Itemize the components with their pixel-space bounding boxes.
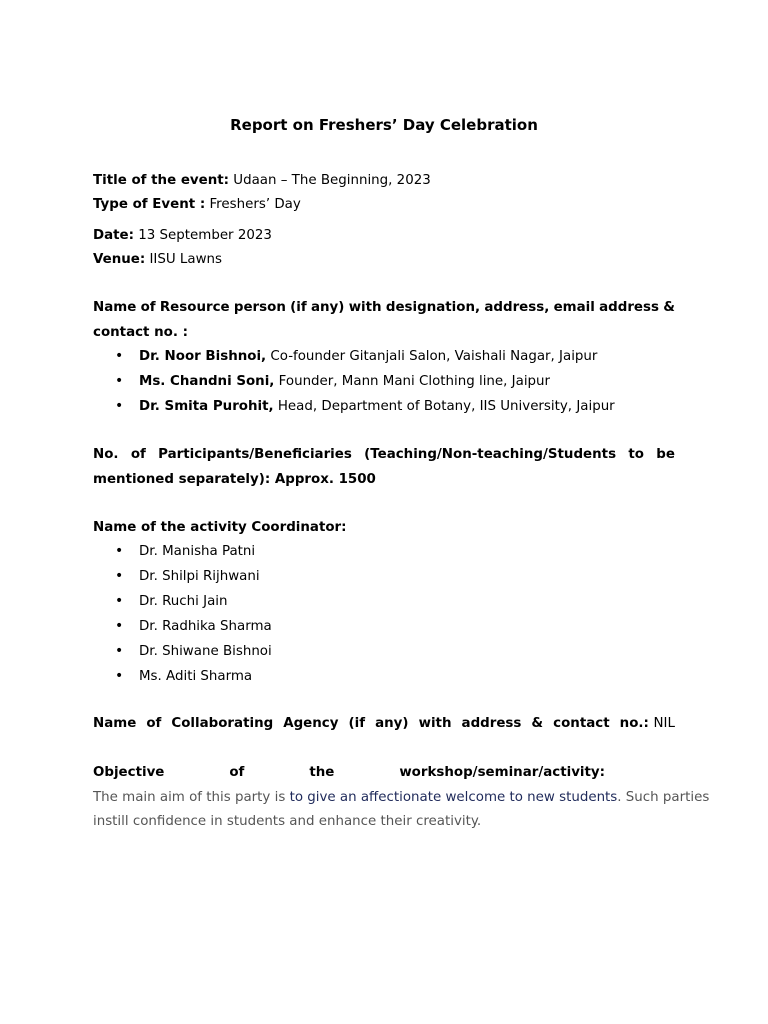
- collaborating-value: NIL: [653, 716, 675, 731]
- word: &: [531, 716, 544, 731]
- objective-text: . Such parties: [617, 790, 710, 805]
- bullet-icon: [115, 543, 125, 559]
- word: address,: [484, 300, 550, 315]
- event-title-value: Udaan – The Beginning, 2023: [229, 173, 431, 188]
- event-type-label: Type of Event :: [93, 197, 206, 212]
- bullet-icon: [115, 668, 125, 684]
- word: address: [599, 300, 659, 315]
- resource-person-text: [139, 399, 615, 414]
- resource-person-name: Ms. Chandni Soni,: [139, 374, 275, 389]
- resource-person-detail: Co-founder Gitanjali Salon, Vaishali Nagar, Jaipur: [266, 349, 598, 364]
- word: contact: [553, 716, 610, 731]
- word: person: [233, 300, 286, 315]
- word: the: [309, 765, 335, 780]
- event-title-line: [93, 173, 431, 188]
- collaborating-value-group: [620, 716, 675, 731]
- venue-value: IISU Lawns: [145, 252, 223, 267]
- word: be: [656, 447, 675, 462]
- coordinator-name: Dr. Manisha Patni: [139, 544, 256, 559]
- word: of: [146, 716, 162, 731]
- word: with: [418, 716, 452, 731]
- date-value: 13 September 2023: [134, 228, 272, 243]
- coordinator-heading: Name of the activity Coordinator:: [93, 520, 347, 535]
- objective-line1: [93, 790, 710, 805]
- word: of: [229, 765, 245, 780]
- resource-heading-line2: contact no. :: [93, 325, 188, 340]
- date-label: Date:: [93, 228, 134, 243]
- venue-label: Venue:: [93, 252, 146, 267]
- resource-person-detail: Founder, Mann Mani Clothing line, Jaipur: [274, 374, 551, 389]
- collaborating-line: [93, 716, 675, 731]
- word: (if: [348, 716, 366, 731]
- objective-text: The main aim of this party is: [93, 790, 290, 805]
- word: with: [348, 300, 382, 315]
- bullet-icon: [115, 348, 125, 364]
- coordinator-name: Dr. Ruchi Jain: [139, 594, 228, 609]
- word: Objective: [93, 765, 165, 780]
- bullet-icon: [115, 593, 125, 609]
- report-title: Report on Freshers’ Day Celebration: [230, 116, 538, 134]
- bullet-icon: [115, 398, 125, 414]
- word: any): [375, 716, 409, 731]
- word: Resource: [159, 300, 230, 315]
- word: Name: [93, 300, 137, 315]
- coordinator-name: Dr. Shilpi Rijhwani: [139, 569, 260, 584]
- word: to: [628, 447, 644, 462]
- event-title-label: Title of the event:: [93, 173, 230, 188]
- objective-highlight: to give an affectionate welcome to new students: [289, 790, 618, 805]
- word: No.: [93, 447, 119, 462]
- date-line: [93, 228, 272, 243]
- resource-person-detail: Head, Department of Botany, IIS University, Jaipur: [273, 399, 615, 414]
- bullet-icon: [115, 373, 125, 389]
- word: Agency: [283, 716, 339, 731]
- participants-line2: mentioned separately): Approx. 1500: [93, 472, 376, 487]
- event-type-value: Freshers’ Day: [205, 197, 301, 212]
- participants-line1: [93, 447, 675, 462]
- venue-line: [93, 252, 222, 267]
- resource-heading-line1: [93, 300, 675, 315]
- word: any): [310, 300, 345, 315]
- resource-person-text: [139, 374, 550, 389]
- resource-person-name: Dr. Noor Bishnoi,: [139, 349, 267, 364]
- word: workshop/seminar/activity:: [399, 765, 605, 780]
- word: designation,: [385, 300, 481, 315]
- word: Collaborating: [171, 716, 274, 731]
- word: (Teaching/Non-teaching/Students: [364, 447, 617, 462]
- word: Participants/Beneficiaries: [158, 447, 352, 462]
- word: Name: [93, 716, 137, 731]
- coordinator-name: Dr. Shiwane Bishnoi: [139, 644, 272, 659]
- word: address: [461, 716, 522, 731]
- word: of: [140, 300, 156, 315]
- coordinator-name: Dr. Radhika Sharma: [139, 619, 272, 634]
- word: &: [663, 300, 675, 315]
- objective-heading: [93, 765, 605, 780]
- bullet-icon: [115, 568, 125, 584]
- resource-person-text: [139, 349, 597, 364]
- bullet-icon: [115, 643, 125, 659]
- word: no.:: [619, 716, 649, 731]
- bullet-icon: [115, 618, 125, 634]
- word: email: [553, 300, 595, 315]
- word: of: [130, 447, 146, 462]
- event-type-line: [93, 197, 301, 212]
- word: (if: [290, 300, 307, 315]
- coordinator-name: Ms. Aditi Sharma: [139, 669, 253, 684]
- resource-person-name: Dr. Smita Purohit,: [139, 399, 274, 414]
- objective-line2: instill confidence in students and enhance their creativity.: [93, 814, 482, 829]
